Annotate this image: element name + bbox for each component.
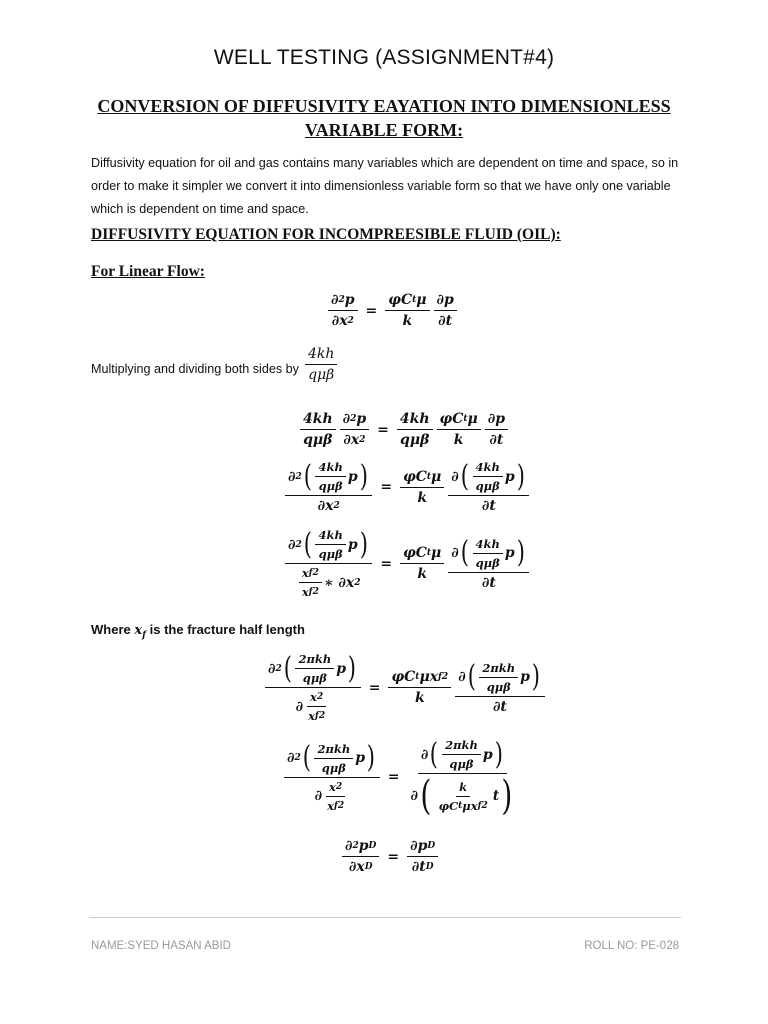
multiply-text: Multiplying and dividing both sides by bbox=[91, 362, 299, 376]
equation-final: ∂ 2 p D ∂x D = ∂p D ∂t D bbox=[340, 838, 440, 875]
multiplier-fraction: $\frac{4kh}{\text{qμβ}}$ bbox=[303, 346, 339, 383]
equation-dimensionless-groups: ∂ 2 ( $\frac{\text{2πkh}}{\text{qμβ}}$ p ) ∂ x 2 x f 2 = ∂ ( $\frac{\text{2πkh}}{\text{qμβ}}$ p ) ∂ ( k φC t μx f 2 t ) bbox=[282, 738, 520, 816]
intro-paragraph: Diffusivity equation for oil and gas contains many variables which are dependent on time and space, so in order to make it simpler we convert it into dimensionless variable form so that we have only one variable which is dependent on time and space. bbox=[91, 156, 679, 216]
where-text: Where $x_f$ is the fracture half length bbox=[91, 622, 305, 641]
equation-xf-scaled: ∂ 2 ( $\frac{4kh}{\text{qμβ}}$ p ) x f 2 x f 2 ∗ ∂x 2 = φC t μ k ∂ ( $\frac{4kh}{\text{qμβ}}$ p ) ∂t bbox=[283, 528, 531, 599]
linear-flow-heading: For Linear Flow: bbox=[91, 263, 205, 280]
footer-roll-number: ROLL NO: PE-028 bbox=[584, 940, 679, 952]
equation-diffusivity: ∂ 2 p ∂x 2 = φC t μ k $\frac{\partial p}{\partial t}$ bbox=[326, 292, 459, 329]
section-heading: DIFFUSIVITY EQUATION FOR INCOMPREESIBLE FLUID (OIL): bbox=[91, 226, 561, 243]
equation-grouped: ∂ 2 ( $\frac{4kh}{\text{qμβ}}$ p ) ∂x 2 = φC t μ k ∂ ( $\frac{4kh}{\text{qμβ}}$ p ) ∂t bbox=[283, 460, 531, 514]
main-heading: CONVERSION OF DIFFUSIVITY EAYATION INTO DIMENSIONLESS VARIABLE FORM: bbox=[97, 96, 671, 140]
equation-multiplied: $\frac{4kh}{\text{qμβ}}$ ∂ 2 p ∂x 2 = $\frac{4kh}{\text{qμβ}}$ φC t μ k $\frac{\partial p}{\partial t}$ bbox=[298, 411, 510, 448]
footer-divider bbox=[89, 917, 681, 918]
equation-2pi: ∂ 2 ( $\frac{\text{2πkh}}{\text{qμβ}}$ p ) ∂ x 2 x f 2 = φC t μx f 2 k ∂ ( $\frac{\text{2πkh}}{\text{qμβ}}$ p ) ∂t bbox=[263, 652, 547, 723]
footer-name: NAME:SYED HASAN ABID bbox=[91, 940, 231, 952]
page-title: WELL TESTING (ASSIGNMENT#4) bbox=[213, 46, 555, 69]
